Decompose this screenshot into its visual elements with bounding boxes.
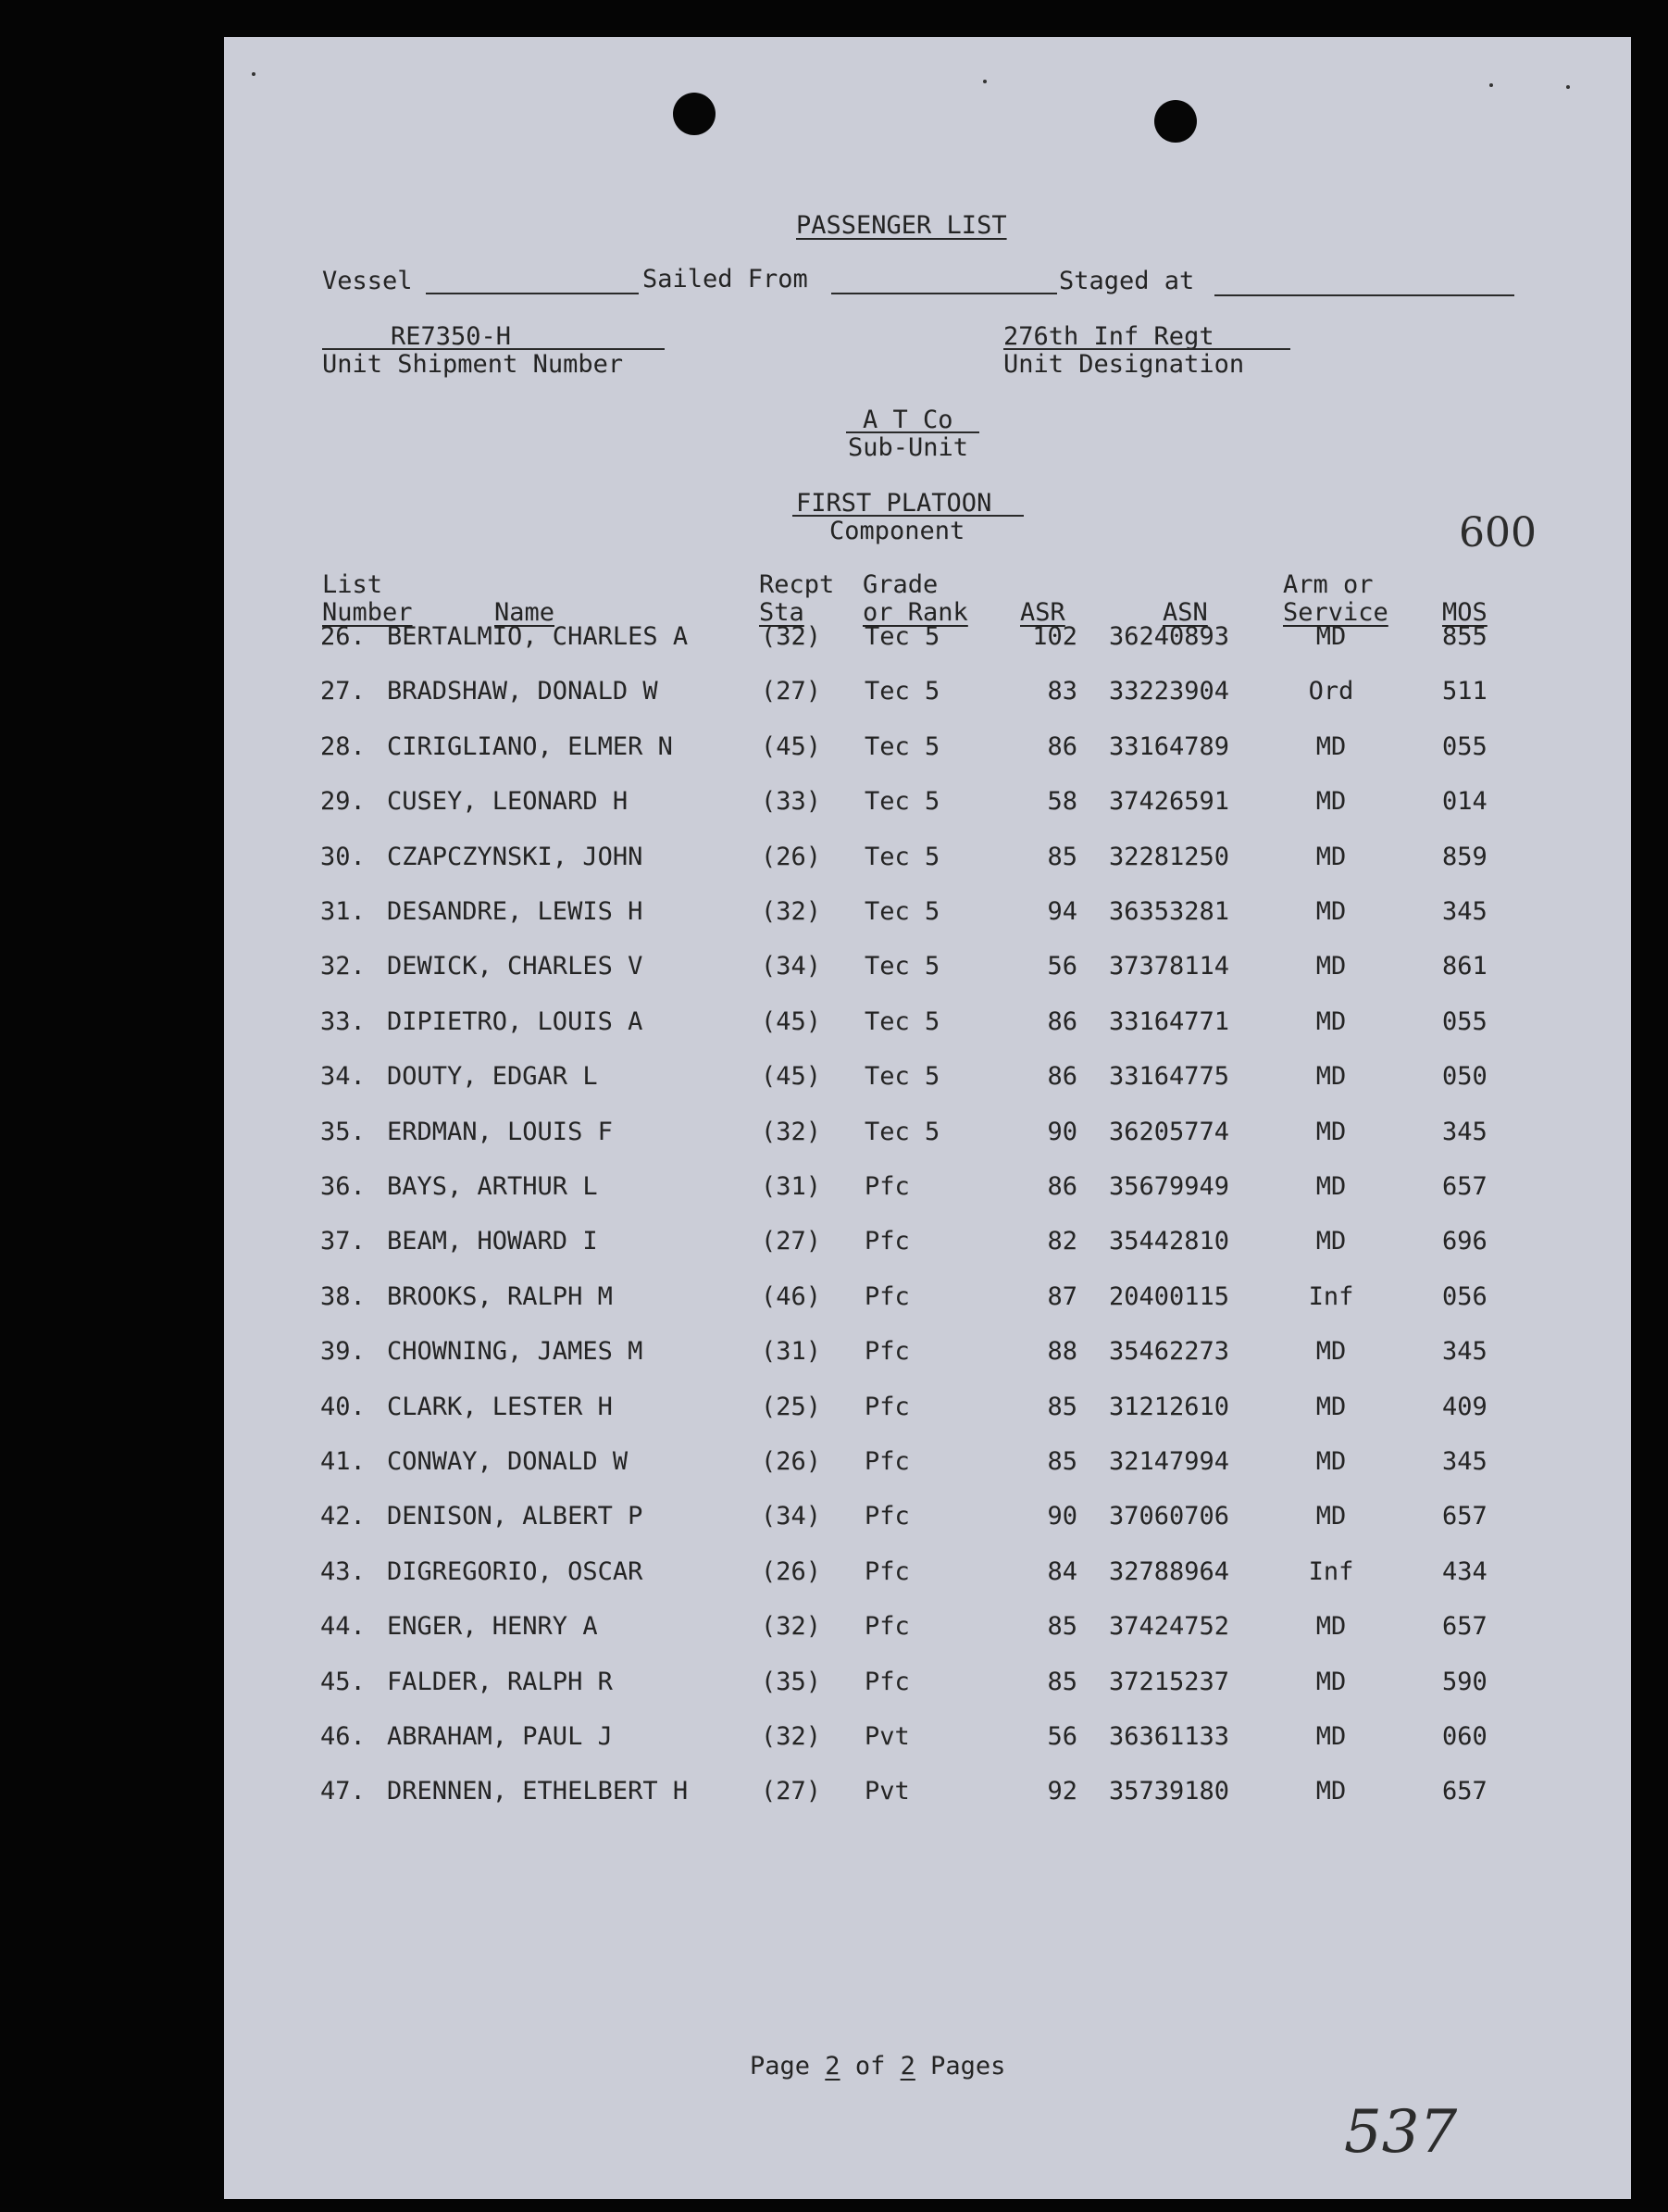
cell-asn: 33164771 — [1109, 1006, 1230, 1036]
cell-asr: 85 — [1047, 842, 1077, 871]
cell-mos: 657 — [1442, 1172, 1488, 1201]
table-row — [224, 1281, 1631, 1314]
cell-mos: 696 — [1442, 1227, 1488, 1256]
cell-mos: 657 — [1442, 1502, 1488, 1531]
cell-name: DOUTY, EDGAR L — [387, 1062, 598, 1092]
cell-asr: 84 — [1047, 1556, 1077, 1586]
cell-arm: MD — [1315, 1447, 1347, 1476]
cell-grade: Tec 5 — [865, 897, 940, 926]
cell-arm: MD — [1315, 1337, 1347, 1367]
cell-sta: (34) — [761, 952, 822, 981]
cell-asr: 90 — [1047, 1502, 1077, 1531]
col-list-header: List — [322, 570, 383, 599]
cell-arm: MD — [1315, 1117, 1347, 1146]
cell-mos: 345 — [1442, 1337, 1488, 1367]
cell-num: 41. — [320, 1447, 366, 1476]
vessel-field — [426, 293, 639, 294]
cell-grade: Tec 5 — [865, 622, 940, 651]
speck — [1489, 83, 1493, 87]
cell-arm: Inf — [1308, 1556, 1354, 1586]
cell-num: 36. — [320, 1172, 366, 1201]
cell-asn: 37215237 — [1109, 1667, 1230, 1696]
cell-asn: 32788964 — [1109, 1556, 1230, 1586]
cell-asr: 82 — [1047, 1227, 1077, 1256]
table-row — [224, 1229, 1631, 1258]
unit-shipment-number: RE7350-H — [391, 322, 512, 351]
cell-asn: 31212610 — [1109, 1392, 1230, 1421]
cell-grade: Pfc — [865, 1337, 910, 1367]
cell-arm: MD — [1315, 952, 1347, 981]
cell-asr: 85 — [1047, 1447, 1077, 1476]
page-title: PASSENGER LIST — [796, 211, 1007, 240]
cell-mos: 014 — [1442, 787, 1488, 817]
cell-num: 31. — [320, 897, 366, 926]
cell-num: 40. — [320, 1392, 366, 1421]
page-footer — [750, 2054, 1005, 2079]
of-word: of — [854, 2052, 886, 2081]
cell-mos: 657 — [1442, 1777, 1488, 1806]
col-mos-header: MOS — [1442, 598, 1488, 627]
cell-mos: 859 — [1442, 842, 1488, 871]
col-service-header: Service — [1283, 598, 1388, 627]
cell-arm: MD — [1315, 1667, 1347, 1696]
cell-num: 46. — [320, 1722, 366, 1751]
cell-grade: Tec 5 — [865, 842, 940, 871]
cell-mos: 511 — [1442, 677, 1488, 706]
cell-arm: MD — [1315, 787, 1347, 817]
cell-grade: Pfc — [865, 1556, 910, 1586]
cell-arm: MD — [1315, 1172, 1347, 1201]
cell-asn: 37426591 — [1109, 787, 1230, 817]
cell-sta: (26) — [761, 1447, 822, 1476]
cell-name: BERTALMIO, CHARLES A — [387, 622, 689, 651]
table-row — [224, 1449, 1631, 1479]
cell-asr: 83 — [1047, 677, 1077, 706]
cell-mos: 056 — [1442, 1281, 1488, 1311]
cell-mos: 345 — [1442, 897, 1488, 926]
table-row — [224, 1394, 1631, 1424]
cell-sta: (25) — [761, 1392, 822, 1421]
cell-grade: Pfc — [865, 1227, 910, 1256]
cell-arm: MD — [1315, 1777, 1347, 1806]
cell-asn: 35442810 — [1109, 1227, 1230, 1256]
cell-num: 32. — [320, 952, 366, 981]
cell-grade: Tec 5 — [865, 1117, 940, 1146]
cell-sta: (27) — [761, 677, 822, 706]
cell-mos: 345 — [1442, 1447, 1488, 1476]
cell-asr: 86 — [1047, 1062, 1077, 1092]
cell-asr: 58 — [1047, 787, 1077, 817]
page-word: Page — [750, 2052, 811, 2081]
component-label: Component — [829, 517, 965, 545]
cell-name: DIGREGORIO, OSCAR — [387, 1556, 643, 1586]
cell-arm: MD — [1315, 1722, 1347, 1751]
cell-mos: 060 — [1442, 1722, 1488, 1751]
cell-arm: Ord — [1308, 677, 1354, 706]
cell-asr: 87 — [1047, 1281, 1077, 1311]
sub-unit: A T Co — [863, 406, 953, 434]
cell-arm: MD — [1315, 1227, 1347, 1256]
col-asn-header: ASN — [1163, 598, 1208, 627]
cell-num: 30. — [320, 842, 366, 871]
unit-designation-label: Unit Designation — [1003, 350, 1245, 379]
table-row — [224, 1064, 1631, 1094]
table-row — [224, 1006, 1631, 1039]
cell-arm: MD — [1315, 731, 1347, 761]
cell-num: 38. — [320, 1281, 366, 1311]
document-page — [224, 37, 1631, 2199]
cell-name: DRENNEN, ETHELBERT H — [387, 1777, 689, 1806]
cell-name: BROOKS, RALPH M — [387, 1281, 613, 1311]
cell-num: 43. — [320, 1556, 366, 1586]
table-row — [224, 1504, 1631, 1533]
cell-mos: 855 — [1442, 622, 1488, 651]
cell-asr: 85 — [1047, 1612, 1077, 1642]
table-row — [224, 1556, 1631, 1589]
table-row — [224, 1724, 1631, 1754]
cell-arm: MD — [1315, 842, 1347, 871]
cell-num: 35. — [320, 1117, 366, 1146]
cell-asr: 85 — [1047, 1392, 1077, 1421]
cell-sta: (26) — [761, 1556, 822, 1586]
cell-sta: (34) — [761, 1502, 822, 1531]
cell-num: 34. — [320, 1062, 366, 1092]
cell-sta: (26) — [761, 842, 822, 871]
table-row — [224, 1119, 1631, 1149]
vessel-label: Vessel — [322, 267, 413, 295]
cell-num: 42. — [320, 1502, 366, 1531]
cell-name: DEWICK, CHARLES V — [387, 952, 643, 981]
cell-arm: MD — [1315, 1502, 1347, 1531]
speck — [1566, 85, 1570, 89]
cell-num: 45. — [320, 1667, 366, 1696]
unit-designation: 276th Inf Regt — [1003, 322, 1214, 351]
col-grade-header: Grade — [863, 570, 939, 599]
cell-sta: (27) — [761, 1777, 822, 1806]
sub-unit-label: Sub-Unit — [848, 433, 969, 462]
cell-grade: Pfc — [865, 1502, 910, 1531]
cell-arm: MD — [1315, 1062, 1347, 1092]
cell-asn: 33164789 — [1109, 731, 1230, 761]
cell-asr: 86 — [1047, 1006, 1077, 1036]
table-row — [224, 1614, 1631, 1643]
cell-name: DESANDRE, LEWIS H — [387, 897, 643, 926]
cell-grade: Pfc — [865, 1392, 910, 1421]
speck — [983, 80, 987, 83]
cell-name: BRADSHAW, DONALD W — [387, 677, 658, 706]
cell-grade: Pfc — [865, 1447, 910, 1476]
handwritten-number: 600 — [1459, 509, 1537, 556]
pages-word: Pages — [930, 2052, 1006, 2081]
cell-sta: (32) — [761, 1722, 822, 1751]
cell-mos: 434 — [1442, 1556, 1488, 1586]
cell-name: CONWAY, DONALD W — [387, 1447, 629, 1476]
handwritten-page-number: 537 — [1344, 2098, 1458, 2167]
cell-num: 29. — [320, 787, 366, 817]
cell-grade: Pfc — [865, 1172, 910, 1201]
cell-grade: Pvt — [865, 1722, 910, 1751]
sailed-from-label: Sailed From — [642, 265, 808, 294]
col-asr-header: ASR — [1020, 598, 1065, 627]
staged-at-label: Staged at — [1059, 267, 1195, 295]
cell-name: ERDMAN, LOUIS F — [387, 1117, 613, 1146]
cell-sta: (45) — [761, 731, 822, 761]
cell-asr: 85 — [1047, 1667, 1077, 1696]
cell-mos: 861 — [1442, 952, 1488, 981]
cell-asn: 37060706 — [1109, 1502, 1230, 1531]
cell-grade: Pfc — [865, 1281, 910, 1311]
table-row — [224, 1779, 1631, 1808]
cell-asn: 35462273 — [1109, 1337, 1230, 1367]
cell-grade: Tec 5 — [865, 952, 940, 981]
cell-grade: Tec 5 — [865, 677, 940, 706]
cell-sta: (32) — [761, 622, 822, 651]
cell-asr: 56 — [1047, 1722, 1077, 1751]
cell-name: ABRAHAM, PAUL J — [387, 1722, 613, 1751]
cell-mos: 657 — [1442, 1612, 1488, 1642]
cell-mos: 345 — [1442, 1117, 1488, 1146]
table-row — [224, 1669, 1631, 1699]
cell-asr: 86 — [1047, 731, 1077, 761]
cell-sta: (35) — [761, 1667, 822, 1696]
cell-sta: (32) — [761, 1612, 822, 1642]
col-sta-header: Sta — [759, 598, 804, 627]
cell-mos: 050 — [1442, 1062, 1488, 1092]
cell-asn: 35679949 — [1109, 1172, 1230, 1201]
cell-num: 47. — [320, 1777, 366, 1806]
table-row — [224, 679, 1631, 708]
cell-asn: 36205774 — [1109, 1117, 1230, 1146]
cell-name: FALDER, RALPH R — [387, 1667, 613, 1696]
cell-name: CIRIGLIANO, ELMER N — [387, 731, 673, 761]
cell-asn: 20400115 — [1109, 1281, 1230, 1311]
cell-sta: (32) — [761, 897, 822, 926]
cell-grade: Tec 5 — [865, 787, 940, 817]
cell-grade: Pfc — [865, 1667, 910, 1696]
cell-arm: MD — [1315, 1612, 1347, 1642]
cell-sta: (46) — [761, 1281, 822, 1311]
cell-sta: (27) — [761, 1227, 822, 1256]
col-arm-header: Arm or — [1283, 570, 1374, 599]
cell-mos: 409 — [1442, 1392, 1488, 1421]
cell-name: DENISON, ALBERT P — [387, 1502, 643, 1531]
cell-asn: 33223904 — [1109, 677, 1230, 706]
sailed-from-field — [831, 293, 1057, 294]
cell-mos: 055 — [1442, 731, 1488, 761]
cell-num: 28. — [320, 731, 366, 761]
page-total: 2 — [900, 2052, 915, 2081]
col-rank-header: or Rank — [863, 598, 968, 627]
cell-num: 37. — [320, 1227, 366, 1256]
cell-name: CZAPCZYNSKI, JOHN — [387, 842, 643, 871]
punch-hole-left — [673, 93, 716, 135]
speck — [252, 72, 255, 76]
cell-mos: 055 — [1442, 1006, 1488, 1036]
cell-num: 27. — [320, 677, 366, 706]
unit-shipment-label: Unit Shipment Number — [322, 350, 624, 379]
punch-hole-right — [1154, 100, 1197, 143]
component: FIRST PLATOON — [796, 489, 992, 518]
cell-sta: (33) — [761, 787, 822, 817]
cell-sta: (45) — [761, 1006, 822, 1036]
page-number: 2 — [825, 2052, 840, 2081]
cell-asr: 88 — [1047, 1337, 1077, 1367]
col-recpt-header: Recpt — [759, 570, 835, 599]
cell-num: 44. — [320, 1612, 366, 1642]
cell-sta: (31) — [761, 1172, 822, 1201]
cell-asn: 33164775 — [1109, 1062, 1230, 1092]
cell-arm: MD — [1315, 622, 1347, 651]
cell-grade: Pvt — [865, 1777, 910, 1806]
cell-asr: 90 — [1047, 1117, 1077, 1146]
cell-asr: 92 — [1047, 1777, 1077, 1806]
col-number-header: Number — [322, 598, 413, 627]
cell-name: CHOWNING, JAMES M — [387, 1337, 643, 1367]
cell-arm: Inf — [1308, 1281, 1354, 1311]
cell-arm: MD — [1315, 897, 1347, 926]
table-row — [224, 1174, 1631, 1204]
table-row — [224, 844, 1631, 874]
cell-grade: Pfc — [865, 1612, 910, 1642]
cell-name: BAYS, ARTHUR L — [387, 1172, 598, 1201]
staged-at-field — [1214, 294, 1514, 296]
cell-asn: 32281250 — [1109, 842, 1230, 871]
cell-asr: 102 — [1032, 622, 1077, 651]
cell-asr: 56 — [1047, 952, 1077, 981]
cell-num: 26. — [320, 622, 366, 651]
cell-name: DIPIETRO, LOUIS A — [387, 1006, 643, 1036]
cell-name: ENGER, HENRY A — [387, 1612, 598, 1642]
cell-grade: Tec 5 — [865, 1006, 940, 1036]
cell-name: CUSEY, LEONARD H — [387, 787, 629, 817]
cell-asn: 37378114 — [1109, 952, 1230, 981]
cell-asr: 86 — [1047, 1172, 1077, 1201]
cell-asn: 32147994 — [1109, 1447, 1230, 1476]
cell-num: 33. — [320, 1006, 366, 1036]
cell-sta: (32) — [761, 1117, 822, 1146]
table-row — [224, 954, 1631, 983]
cell-asn: 36353281 — [1109, 897, 1230, 926]
table-row — [224, 731, 1631, 764]
cell-sta: (45) — [761, 1062, 822, 1092]
cell-name: CLARK, LESTER H — [387, 1392, 613, 1421]
cell-sta: (31) — [761, 1337, 822, 1367]
cell-asn: 36240893 — [1109, 622, 1230, 651]
table-row — [224, 789, 1631, 819]
cell-arm: MD — [1315, 1006, 1347, 1036]
cell-num: 39. — [320, 1337, 366, 1367]
table-row — [224, 899, 1631, 929]
cell-arm: MD — [1315, 1392, 1347, 1421]
cell-name: BEAM, HOWARD I — [387, 1227, 598, 1256]
cell-asr: 94 — [1047, 897, 1077, 926]
cell-asn: 36361133 — [1109, 1722, 1230, 1751]
table-row — [224, 1339, 1631, 1368]
cell-asn: 37424752 — [1109, 1612, 1230, 1642]
cell-mos: 590 — [1442, 1667, 1488, 1696]
cell-grade: Tec 5 — [865, 731, 940, 761]
cell-grade: Tec 5 — [865, 1062, 940, 1092]
cell-asn: 35739180 — [1109, 1777, 1230, 1806]
col-name-header: Name — [494, 598, 555, 627]
table-row — [224, 624, 1631, 654]
